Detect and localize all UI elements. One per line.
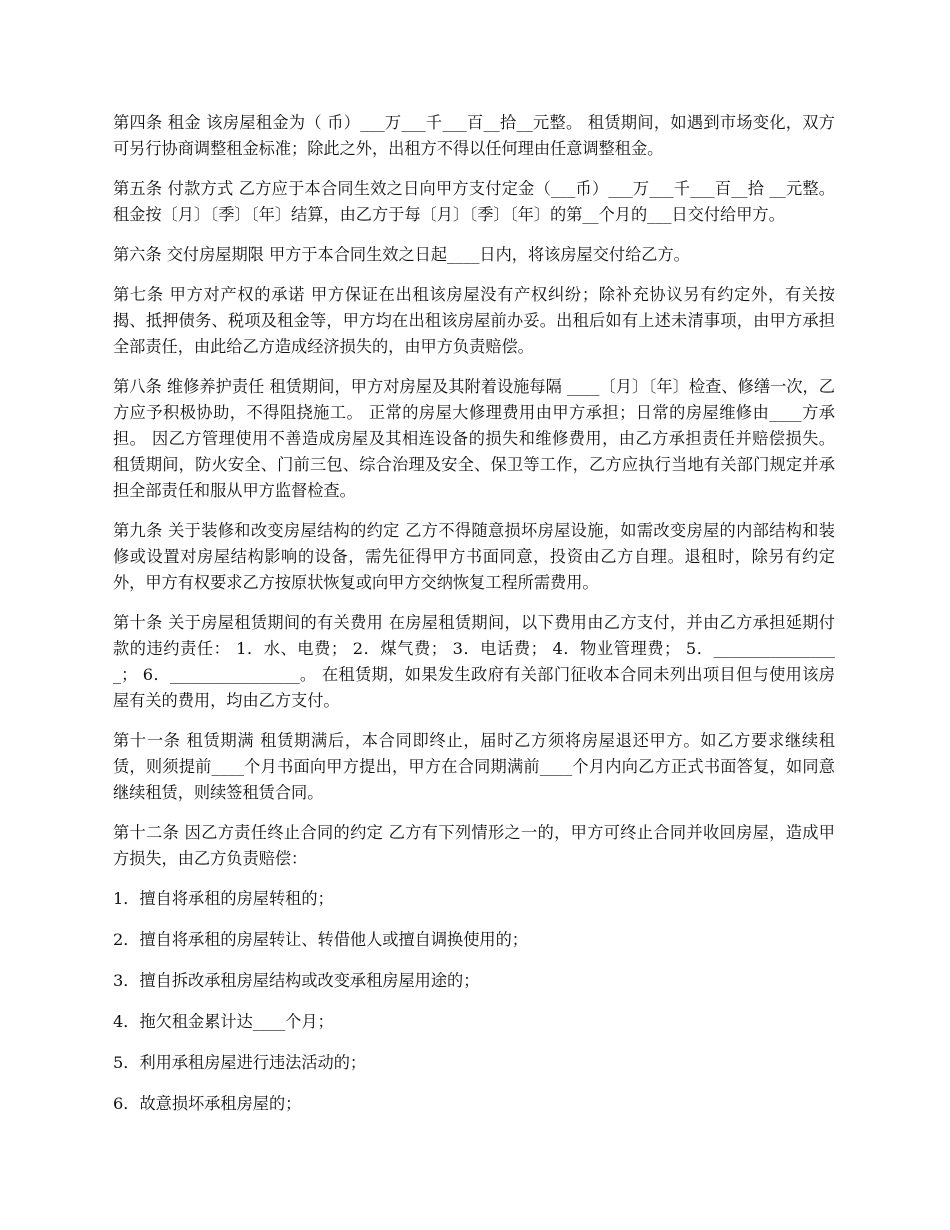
article-12-termination: 第十二条 因乙方责任终止合同的约定 乙方有下列情形之一的，甲方可终止合同并收回房屋，造成甲方损失，由乙方负责赔偿：	[113, 823, 835, 868]
article-7-property-rights: 第七条 甲方对产权的承诺 甲方保证在出租该房屋没有产权纠纷；除补充协议另有约定外，有关按揭、抵押债务、税项及租金等，甲方均在出租该房屋前办妥。出租后如有上述未清事项，由甲方承担全部责任，由此给乙方造成经济损失的，由甲方负责赔偿。	[113, 285, 835, 356]
article-8-maintenance: 第八条 维修养护责任 租赁期间，甲方对房屋及其附着设施每隔 ____〔月〕〔年〕检查、修缮一次，乙方应予积极协助，不得阻挠施工。 正常的房屋大修理费用由甲方承担；日常的房屋维修由____方承担。 因乙方管理使用不善造成房屋及其相连设备的损失和维修费用，由乙方承担责任并赔偿损失。 租赁期间，防火安全、门前三包、综合治理及安全、保卫等工作，乙方应执行当地有关部门规定并承担全部责任和服从甲方监督检查。	[113, 377, 835, 500]
list-item: 5．利用承租房屋进行违法活动的；	[113, 1053, 367, 1072]
article-10-expenses: 第十条 关于房屋租赁期间的有关费用 在房屋租赁期间，以下费用由乙方支付，并由乙方承担延期付款的违约责任： 1．水、电费； 2．煤气费； 3．电话费； 4．物业管理费； 5．________________； 6．________________。 在租赁期，如果发生政府有关部门征收本合同未列出项目但与使用该房屋有关的费用，均由乙方支付。	[113, 613, 835, 710]
article-4-rent: 第四条 租金 该房屋租金为（ 币）___万___千___百__拾__元整。 租赁期间，如遇到市场变化，双方可另行协商调整租金标准；除此之外，出租方不得以任何理由任意调整租金。	[113, 113, 835, 158]
document-page	[113, 110, 835, 1132]
list-item: 2．擅自将承租的房屋转让、转借他人或擅自调换使用的；	[113, 930, 528, 949]
list-item: 3．擅自拆改承租房屋结构或改变承租房屋用途的；	[113, 971, 480, 990]
list-item: 4．拖欠租金累计达____个月；	[113, 1012, 334, 1031]
article-6-delivery-period: 第六条 交付房屋期限 甲方于本合同生效之日起____日内，将该房屋交付给乙方。	[113, 245, 690, 264]
article-11-lease-expiry: 第十一条 租赁期满 租赁期满后，本合同即终止，届时乙方须将房屋退还甲方。如乙方要求继续租赁，则须提前____个月书面向甲方提出，甲方在合同期满前____个月内向乙方正式书面答复，如同意继续租赁，则续签租赁合同。	[113, 731, 835, 802]
article-5-payment-method: 第五条 付款方式 乙方应于本合同生效之日向甲方支付定金（___币）___万___千___百__拾 __元整。租金按〔月〕〔季〕〔年〕结算，由乙方于每〔月〕〔季〕〔年〕的第__个月的___日交付给甲方。	[113, 179, 835, 224]
article-9-renovation: 第九条 关于装修和改变房屋结构的约定 乙方不得随意损坏房屋设施，如需改变房屋的内部结构和装修或设置对房屋结构影响的设备，需先征得甲方书面同意，投资由乙方自理。退租时，除另有约定外，甲方有权要求乙方按原状恢复或向甲方交纳恢复工程所需费用。	[113, 521, 835, 592]
list-item: 1．擅自将承租的房屋转租的；	[113, 889, 334, 908]
list-item: 6．故意损坏承租房屋的；	[113, 1094, 302, 1113]
